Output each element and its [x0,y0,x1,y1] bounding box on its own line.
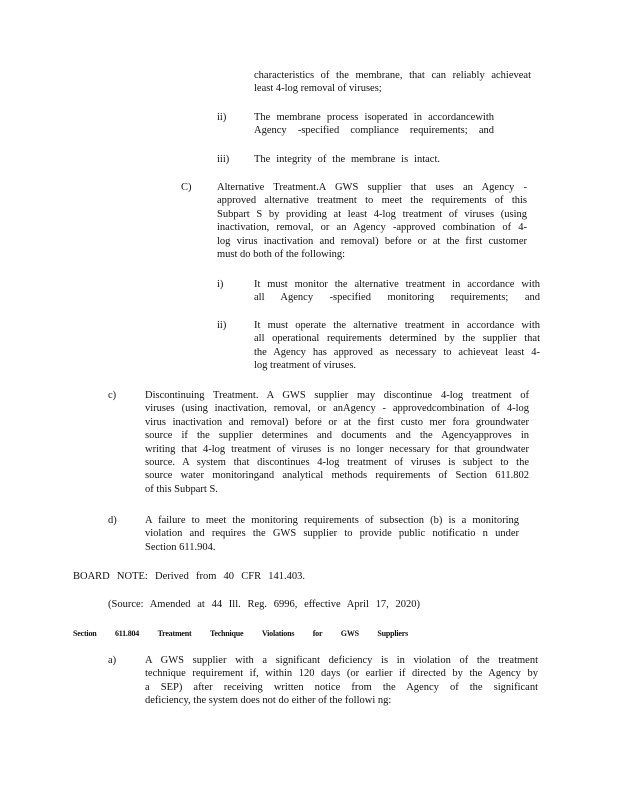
text-line: viruses (using inactivation, removal, or anAgency - approvedcombination of 4-log [145,403,529,415]
list-marker: C) [181,182,192,193]
text-line: BOARD NOTE: Derived from 40 CFR 141.403. [73,571,305,582]
text-line: writing that 4-log treatment of viruses is no longer necessary for that groundwater [145,443,529,455]
text-line: It must operate the alternative treatment in accordance with [254,320,540,331]
text-line: source. A system that discontinues 4-log treatment of viruses is subject to the [145,457,529,469]
list-marker: ii) [217,112,227,123]
text-line: The membrane process isoperated in accordancewith [254,112,494,123]
list-item-text [217,181,527,261]
text-line: the Agency has approved as necessary to achieveat least 4- [254,346,540,358]
heading-word: GWS [340,629,359,638]
text-line: Discontinuing Treatment. A GWS supplier may discontinue 4-log treatment of [145,390,529,401]
text-line: violation and requires the GWS supplier to provide public notificatio n under [145,528,519,540]
list-marker: iii) [217,154,230,165]
text-line: Agency -specified compliance requirements; and [254,125,494,137]
list-item-text [145,389,529,496]
text-line: deficiency, the system does not do either of the followi ng: [145,695,392,707]
text-line: source water monitoringand analytical methods requirements of Section 611.802 [145,470,529,482]
text-line: The integrity of the membrane is intact. [254,154,440,165]
text-line: Subpart S by providing at least 4-log treatment of viruses (using [217,208,527,220]
text-line: inactivation, removal, or an Agency -approved combination of 4- [217,222,527,234]
text-line: Alternative Treatment.A GWS supplier that uses an Agency - [217,182,527,193]
list-item-text [145,654,538,708]
text-line: (Source: Amended at 44 Ill. Reg. 6996, effective April 17, 2020) [108,599,420,610]
heading-word: Suppliers [377,629,408,638]
text-line: approved alternative treatment to meet the requirements of this [217,195,527,207]
text-line: must do both of the following: [217,249,346,261]
text-line: Section 611.904. [145,541,216,553]
heading-word: Treatment [157,629,192,638]
text-line: characteristics of the membrane, that can reliably achieveat [254,70,531,81]
continuation-paragraph [254,69,531,96]
list-marker: ii) [217,320,227,331]
text-line: least 4-log removal of viruses; [254,83,382,95]
list-item-text [254,153,440,166]
text-line: It must monitor the alternative treatment in accordance with [254,279,540,290]
text-line: technique requirement if, within 120 days (or earlier if directed by the Agency by [145,668,538,680]
text-line: of this Subpart S. [145,483,218,495]
text-line: source if the supplier determines and documents and the Agencyapproves in [145,430,529,442]
list-marker: a) [108,655,117,666]
text-line: a SEP) after receiving written notice from the Agency of the significant [145,681,538,693]
text-line: virus inactivation and removal) before or at the first custo mer fora groundwater [145,416,529,428]
heading-word: for [312,629,323,638]
section-heading [73,627,408,640]
text-line: log treatment of viruses. [254,360,357,372]
source-note [108,598,420,611]
list-item-text [254,278,540,305]
list-marker: d) [108,515,117,526]
board-note [73,570,305,583]
text-line: all Agency -specified monitoring requirements; and [254,292,540,304]
text-line: A GWS supplier with a significant deficiency is in violation of the treatment [145,655,538,666]
text-line: all operational requirements determined by the supplier that [254,333,540,345]
list-marker: c) [108,390,117,401]
heading-word: 611.804 [114,629,140,638]
heading-word: Section [73,629,97,638]
heading-word: Violations [261,629,295,638]
list-item-text [254,319,540,373]
list-marker: i) [217,279,224,290]
list-item-text [145,514,519,554]
text-line: log virus inactivation and removal) before or at the first customer [217,235,527,247]
list-item-text [254,111,494,138]
heading-word: Technique [209,629,244,638]
text-line: A failure to meet the monitoring requirements of subsection (b) is a monitoring [145,515,519,526]
